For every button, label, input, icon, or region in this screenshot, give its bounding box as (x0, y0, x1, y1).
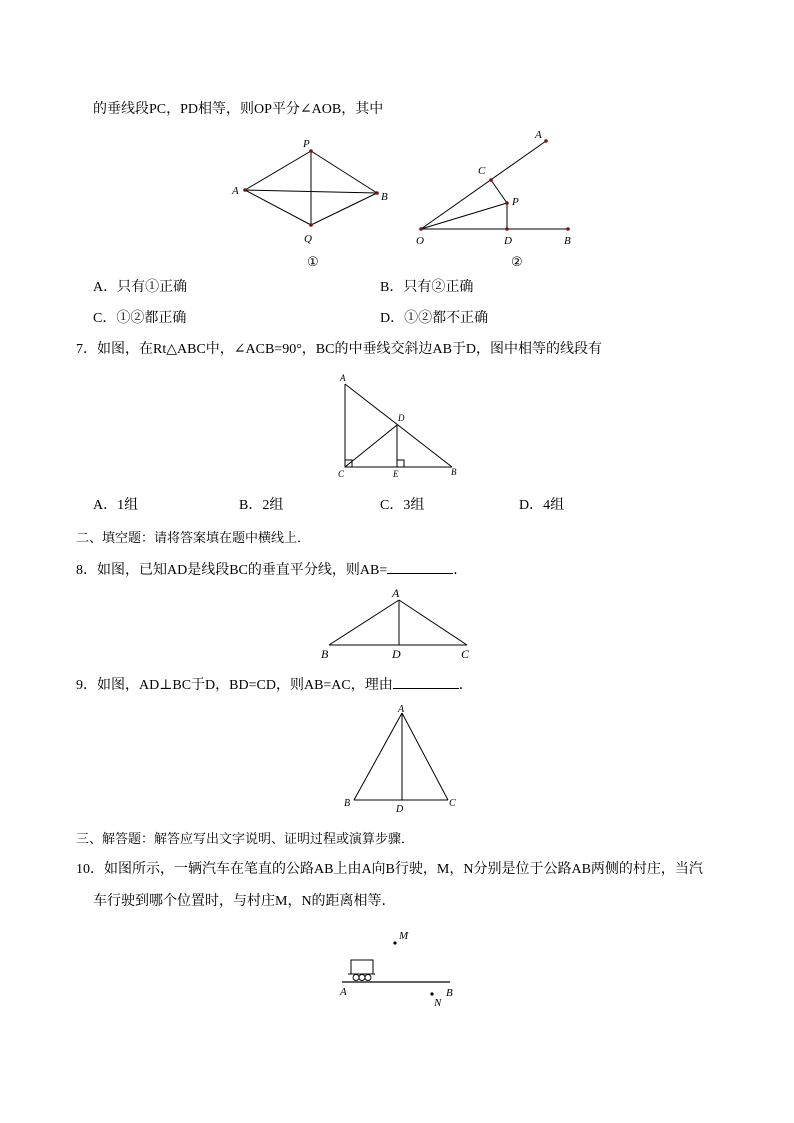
q9-label-d: D (396, 804, 404, 815)
q9-stem-text: 9．如图，AD⊥BC于D，BD=CD，则AB=AC，理由 (76, 678, 393, 693)
q7-stem: 7．如图，在Rt△ABC中，∠ACB=90°，BC的中垂线交斜边AB于D，图中相等的线段有 (76, 342, 603, 357)
q7-label-a: A (340, 373, 346, 383)
q9-stem (76, 674, 473, 696)
q7-option-c: C．3组 (380, 498, 425, 513)
q9-label-a: A (398, 704, 405, 715)
q7-option-b: B．2组 (239, 498, 284, 513)
fig2-label-c: C (478, 165, 486, 177)
car-icon (348, 960, 375, 981)
q6-option-b: B．只有②正确 (380, 280, 474, 295)
q7-option-a: A．1组 (93, 498, 139, 513)
fig2-label-a: A (535, 129, 542, 141)
q9-figure (340, 700, 465, 818)
q7-label-e: E (393, 469, 399, 479)
fig1-label-b: B (381, 191, 388, 203)
q8-label-b: B (321, 647, 329, 661)
q9-stem-end: ． (458, 678, 473, 693)
q9-label-b: B (344, 798, 351, 809)
section-2-heading: 二、填空题：请将答案填在题中横线上． (76, 530, 311, 545)
fig1-label-q: Q (304, 233, 312, 245)
fig2-label-b: B (564, 235, 571, 247)
q6-option-a: A．只有①正确 (93, 280, 188, 295)
q6-option-d: D．①②都不正确 (380, 311, 489, 326)
fig1-caption: ① (307, 254, 319, 269)
q10-label-a: A (340, 986, 347, 998)
q7-label-d: D (398, 413, 405, 423)
q10-label-m: M (399, 930, 409, 942)
fig2-caption: ② (511, 254, 523, 269)
q6-figure-2 (413, 127, 583, 272)
fig2-label-d: D (504, 235, 512, 247)
fig2-label-p: P (512, 196, 519, 208)
q6-stem-continuation: 的垂线段PC，PD相等，则OP平分∠AOB，其中 (93, 102, 384, 117)
fig2-label-o: O (416, 235, 424, 247)
q6-figure-1 (225, 135, 395, 270)
q10-stem-line-2: 车行驶到哪个位置时，与村庄M，N的距离相等． (93, 894, 396, 909)
fig1-label-a: A (232, 185, 239, 197)
q7-option-d: D．4组 (519, 498, 565, 513)
q8-answer-blank[interactable] (387, 559, 453, 574)
section-3-heading: 三、解答题：解答应写出文字说明、证明过程或演算步骤． (76, 831, 415, 846)
q9-label-c: C (449, 798, 456, 809)
q8-stem-text: 8．如图，已知AD是线段BC的垂直平分线，则AB= (76, 563, 388, 578)
q9-answer-blank[interactable] (393, 674, 459, 689)
q10-figure (335, 922, 460, 1014)
fig1-label-p: P (303, 138, 310, 150)
q8-stem-end: ． (453, 563, 468, 578)
q8-label-a: A (392, 586, 400, 600)
q7-label-c: C (338, 469, 345, 479)
q7-figure (335, 370, 465, 482)
q6-option-c: C．①②都正确 (93, 311, 187, 326)
q10-label-b: B (446, 987, 453, 999)
q8-stem (76, 559, 467, 581)
q7-label-b: B (451, 467, 457, 477)
q8-label-d: D (392, 647, 401, 661)
q8-figure (318, 584, 473, 664)
q10-label-n: N (434, 997, 442, 1009)
q8-label-c: C (461, 647, 470, 661)
q10-stem-line-1: 10．如图所示，一辆汽车在笔直的公路AB上由A向B行驶，M，N分别是位于公路AB两侧的村庄，当汽 (76, 862, 703, 877)
